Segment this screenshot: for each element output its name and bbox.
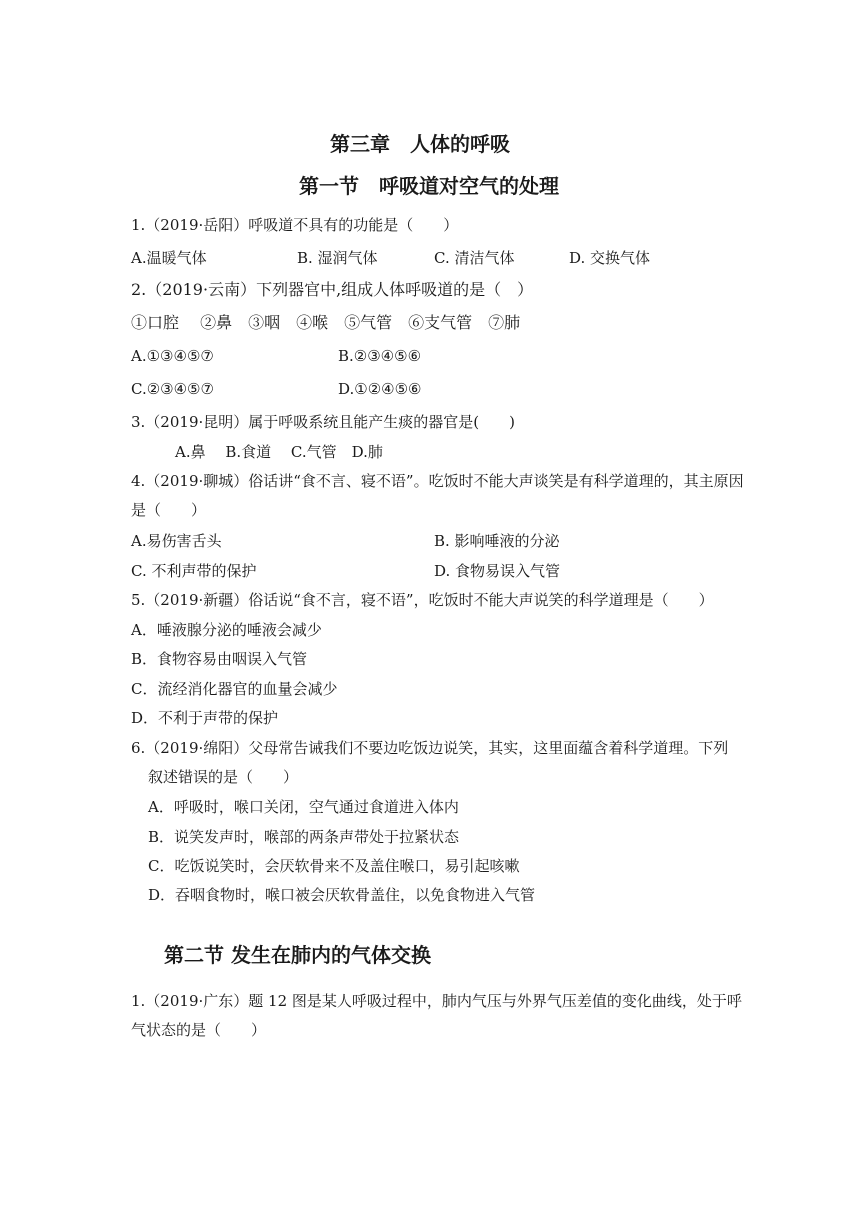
q2-option-a: A.①③④⑤⑦	[131, 347, 214, 365]
q6-option-a: A．呼吸时，喉口关闭，空气通过食道进入体内	[148, 798, 459, 816]
q3-stem: 3.（2019·昆明）属于呼吸系统且能产生痰的器官是( )	[131, 413, 515, 431]
q1-option-a: A.温暖气体	[131, 249, 207, 267]
q5-stem: 5.（2019·新疆）俗话说“食不言，寝不语”，吃饭时不能大声说笑的科学道理是（ ）	[131, 591, 714, 609]
section2-title: 第二节 发生在肺内的气体交换	[164, 943, 431, 967]
q2-option-d: D.①②④⑤⑥	[338, 380, 422, 398]
q2-stem: 2.（2019·云南）下列器官中,组成人体呼吸道的是（ ）	[131, 280, 534, 299]
q5-option-c: C．流经消化器官的血量会减少	[131, 680, 338, 698]
q2-items: ①口腔 ②鼻 ③咽 ④喉 ⑤气管 ⑥支气管 ⑦肺	[131, 313, 521, 332]
s2-q1-stem-line1: 1.（2019·广东）题 12 图是某人呼吸过程中，肺内气压与外界气压差值的变化曲线，处于呼	[131, 992, 742, 1010]
q3-options: A.鼻 B.食道 C.气管 D.肺	[175, 443, 383, 461]
q6-option-c: C．吃饭说笑时，会厌软骨来不及盖住喉口，易引起咳嗽	[148, 857, 520, 875]
q4-option-d: D. 食物易误入气管	[434, 562, 561, 580]
q5-option-d: D．不利于声带的保护	[131, 709, 279, 727]
q4-option-b: B. 影响唾液的分泌	[434, 532, 560, 550]
q6-stem-line2: 叙述错误的是（ ）	[148, 768, 299, 786]
q6-option-d: D．吞咽食物时，喉口被会厌软骨盖住，以免食物进入气管	[148, 886, 536, 904]
s2-q1-stem-line2: 气状态的是（ ）	[131, 1021, 267, 1039]
chapter-title: 第三章 人体的呼吸	[330, 132, 510, 156]
q6-stem-line1: 6.（2019·绵阳）父母常告诫我们不要边吃饭边说笑，其实，这里面蕴含着科学道理。下列	[131, 739, 729, 757]
q5-option-a: A．唾液腺分泌的唾液会减少	[131, 621, 322, 639]
q4-stem-line2: 是（ ）	[131, 501, 207, 519]
q1-option-c: C. 清洁气体	[434, 249, 515, 267]
q5-option-b: B．食物容易由咽误入气管	[131, 650, 308, 668]
q4-stem-line1: 4.（2019·聊城）俗话讲“食不言、寝不语”。吃饭时不能大声谈笑是有科学道理的，其主原因	[131, 472, 744, 490]
q2-option-c: C.②③④⑤⑦	[131, 380, 214, 398]
q6-option-b: B．说笑发声时，喉部的两条声带处于拉紧状态	[148, 828, 460, 846]
q4-option-a: A.易伤害舌头	[131, 532, 222, 550]
q1-option-d: D. 交换气体	[569, 249, 651, 267]
section1-title: 第一节 呼吸道对空气的处理	[299, 174, 559, 198]
q1-stem: 1.（2019·岳阳）呼吸道不具有的功能是（ ）	[131, 216, 459, 234]
q2-option-b: B.②③④⑤⑥	[338, 347, 422, 365]
q1-option-b: B. 湿润气体	[297, 249, 378, 267]
q4-option-c: C. 不利声带的保护	[131, 562, 257, 580]
